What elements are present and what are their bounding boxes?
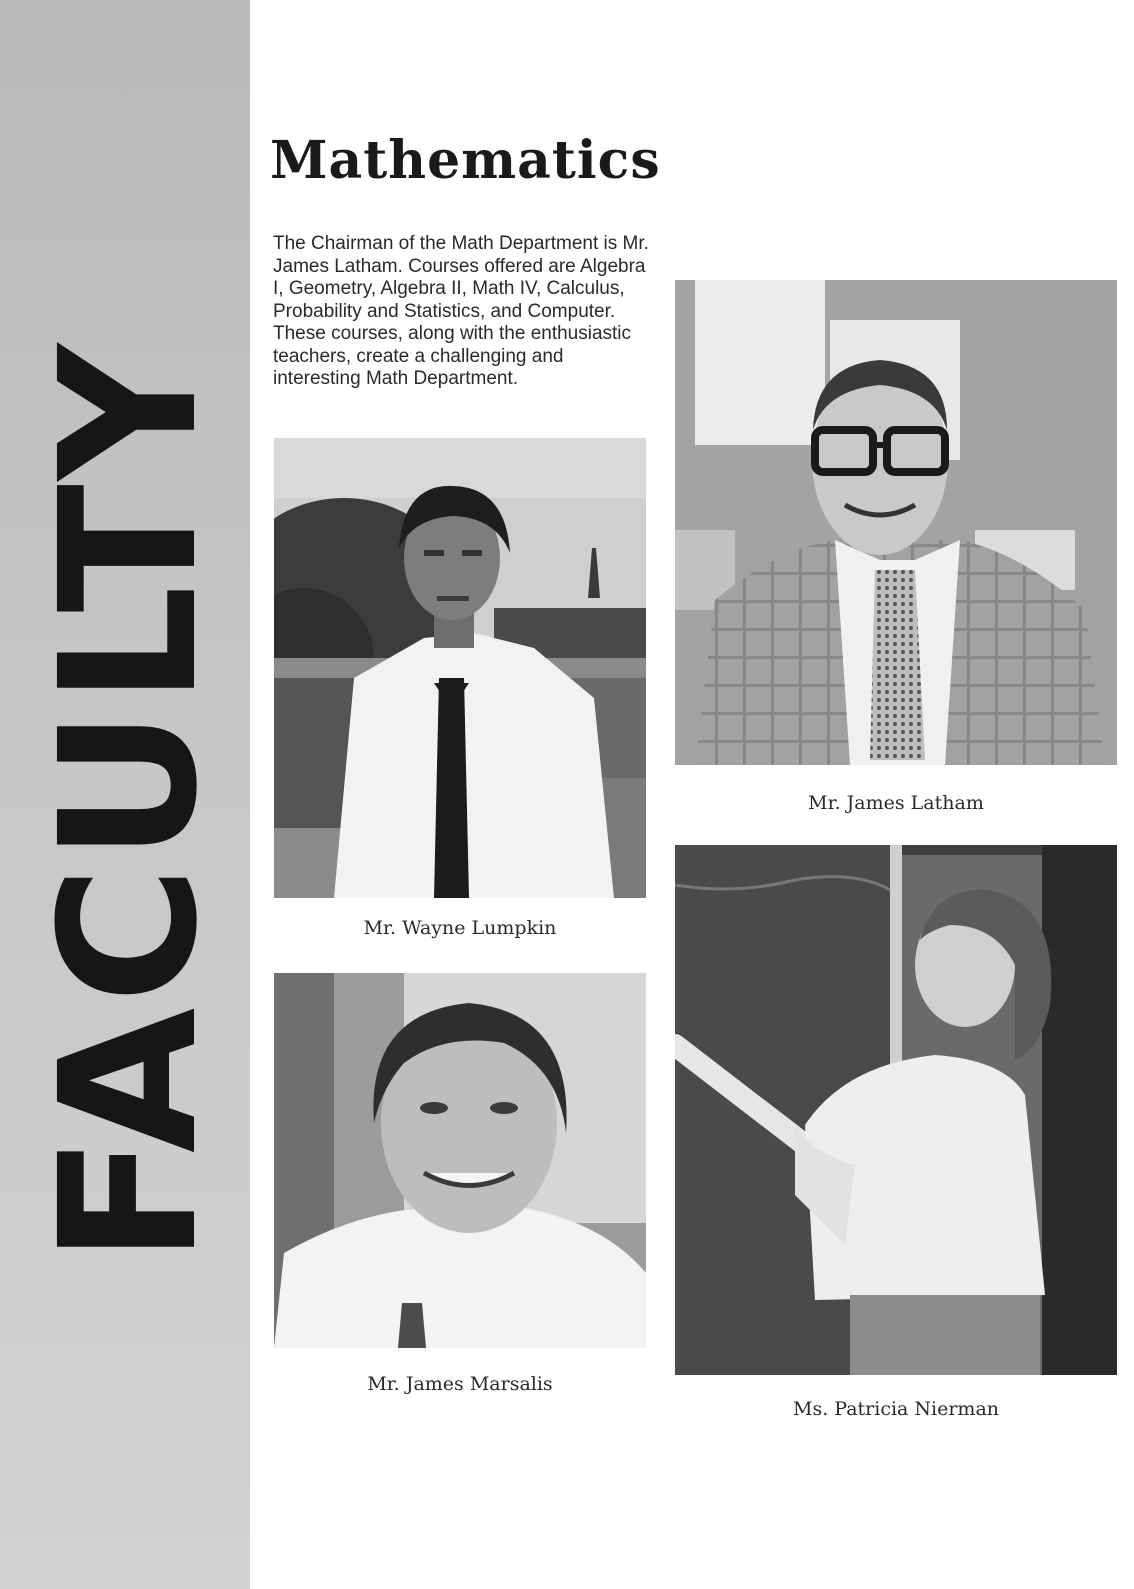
photo-lumpkin	[274, 438, 646, 898]
photo-latham	[675, 280, 1117, 765]
caption-latham: Mr. James Latham	[808, 792, 984, 814]
caption-marsalis: Mr. James Marsalis	[367, 1373, 553, 1395]
photo-nierman	[675, 845, 1117, 1375]
section-title: Mathematics	[270, 130, 661, 191]
photo-marsalis	[274, 973, 646, 1348]
caption-lumpkin: Mr. Wayne Lumpkin	[363, 917, 557, 939]
intro-paragraph: The Chairman of the Math Department is Mr. James Latham. Courses offered are Algebra I, Geometry, Algebra II, Math IV, Calculus, Probability and Statistics, and Computer. These courses, along with the enthusiastic teachers, create a challenging and interesting Math Department.	[273, 233, 649, 389]
side-label: FACULTY	[20, 339, 239, 1265]
side-band	[0, 0, 250, 1589]
caption-nierman: Ms. Patricia Nierman	[792, 1398, 1000, 1420]
